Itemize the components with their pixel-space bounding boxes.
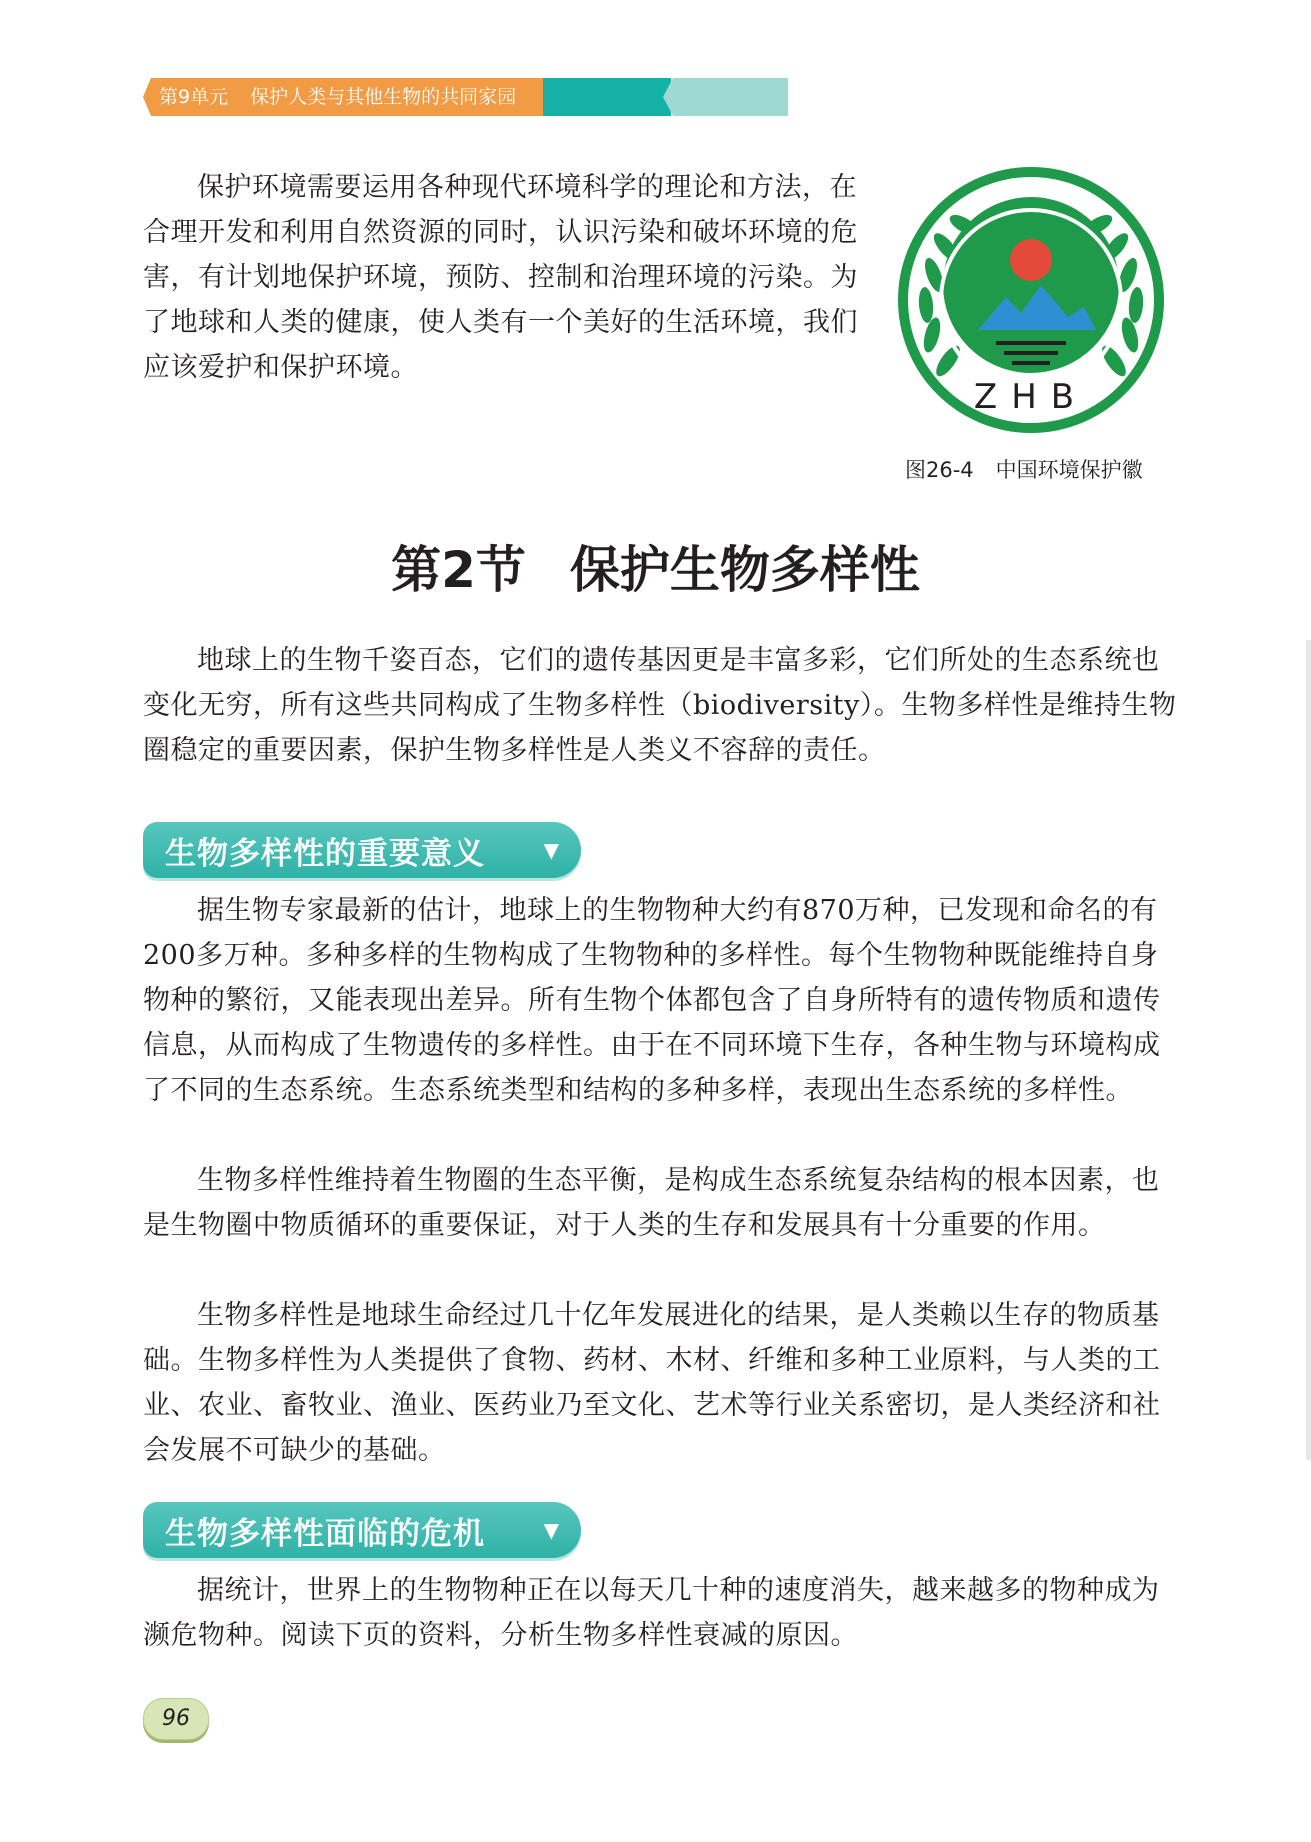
header-text <box>159 78 516 116</box>
header-teal-band <box>543 78 671 116</box>
header-light-band <box>663 78 788 116</box>
unit-title: 保护人类与其他生物的共同家园 <box>250 86 517 108</box>
figure-number: 图26-4 <box>905 458 974 482</box>
figure-caption-text: 中国环境保护徽 <box>995 458 1143 482</box>
section-title-text: 保护生物多样性 <box>569 541 920 599</box>
subsection1-paragraph-2: 生物多样性维持着生物圈的生态平衡，是构成生态系统复杂结构的根本因素，也是生物圈中物质循环的重要保证，对于人类的生存和发展具有十分重要的作用。 <box>143 1165 1160 1241</box>
page-edge-shadow <box>1306 640 1311 1460</box>
subsection2-paragraph-1: 据统计，世界上的生物物种正在以每天几十种的速度消失，越来越多的物种成为濒危物种。阅读下页的资料，分析生物多样性衰减的原因。 <box>143 1575 1160 1651</box>
intro-paragraph: 保护环境需要运用各种现代环境科学的理论和方法，在合理开发和利用自然资源的同时，认识污染和破坏环境的危害，有计划地保护环境，预防、控制和治理环境的污染。为了地球和人类的健康，使人类有一个美好的生活环境，我们应该爱护和保护环境。 <box>143 172 858 383</box>
unit-header-banner <box>143 78 788 116</box>
section-intro-paragraph: 地球上的生物千姿百态，它们的遗传基因更是丰富多彩，它们所处的生态系统也变化无穷，所有这些共同构成了生物多样性（biodiversity）。生物多样性是维持生物圈稳定的重要因素，保护生物多样性是人类义不容辞的责任。 <box>143 645 1177 766</box>
subsection1-paragraph-3: 生物多样性是地球生命经过几十亿年发展进化的结果，是人类赖以生存的物质基础。生物多样性为人类提供了食物、药材、木材、纤维和多种工业原料，与人类的工业、农业、畜牧业、渔业、医药业乃至文化、艺术等行业关系密切，是人类经济和社会发展不可缺少的基础。 <box>143 1300 1161 1466</box>
subsection2-heading <box>143 1502 581 1558</box>
subsection1-heading-text: 生物多样性的重要意义 <box>165 835 485 872</box>
section-title <box>0 530 1311 602</box>
logo-text: ZHB <box>973 377 1089 417</box>
figure-caption <box>905 454 1143 484</box>
subsection2-heading-text: 生物多样性面临的危机 <box>165 1515 485 1552</box>
environmental-protection-logo <box>896 165 1166 435</box>
chevron-down-icon: ▼ <box>543 1518 559 1542</box>
page-number: 96 <box>143 1698 209 1740</box>
subsection1-heading <box>143 822 581 878</box>
section-number: 第2节 <box>391 541 526 599</box>
unit-label: 第9单元 <box>159 86 229 108</box>
subsection1-paragraph-1: 据生物专家最新的估计，地球上的生物物种大约有870万种，已发现和命名的有200多万种。多种多样的生物构成了生物物种的多样性。每个生物物种既能维持自身物种的繁衍，又能表现出差异。所有生物个体都包含了自身所特有的遗传物质和遗传信息，从而构成了生物遗传的多样性。由于在不同环境下生存，各种生物与环境构成了不同的生态系统。生态系统类型和结构的多种多样，表现出生态系统的多样性。 <box>143 895 1161 1106</box>
chevron-down-icon: ▼ <box>543 838 559 862</box>
